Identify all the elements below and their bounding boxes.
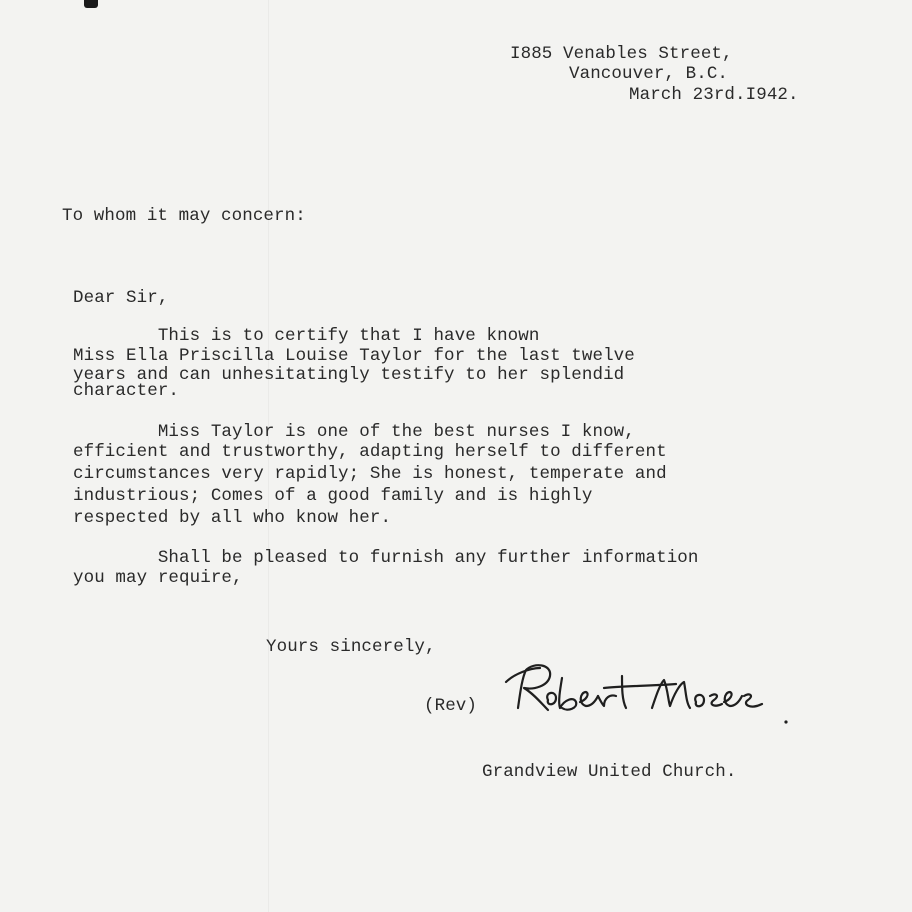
address-street: I885 Venables Street, [510, 44, 733, 64]
paragraph2-line: industrious; Comes of a good family and is highly [73, 486, 593, 506]
address-city: Vancouver, B.C. [569, 64, 729, 84]
paragraph3-line: you may require, [73, 568, 243, 588]
paragraph1-line: years and can unhesitatingly testify to her splendid [73, 365, 625, 385]
paragraph2-line: circumstances very rapidly; She is honest, temperate and [73, 464, 667, 484]
paragraph2-line: respected by all who know her. [73, 508, 392, 528]
paragraph2-line: Miss Taylor is one of the best nurses I know, [73, 422, 635, 442]
paragraph1-line: Miss Ella Priscilla Louise Taylor for the last twelve [73, 346, 635, 366]
title-prefix: (Rev) [424, 696, 478, 716]
salutation: Dear Sir, [73, 288, 169, 308]
paragraph1-line: character. [73, 381, 180, 401]
ink-mark [84, 0, 98, 8]
general-salutation: To whom it may concern: [62, 206, 306, 226]
paragraph2-line: efficient and trustworthy, adapting herself to different [73, 442, 667, 462]
organization-name: Grandview United Church. [482, 762, 737, 782]
closing: Yours sincerely, [266, 637, 436, 657]
letter-date: March 23rd.I942. [629, 85, 799, 105]
paragraph3-line: Shall be pleased to furnish any further information [73, 548, 699, 568]
handwritten-signature [500, 660, 800, 730]
paragraph1-line: This is to certify that I have known [73, 326, 540, 346]
